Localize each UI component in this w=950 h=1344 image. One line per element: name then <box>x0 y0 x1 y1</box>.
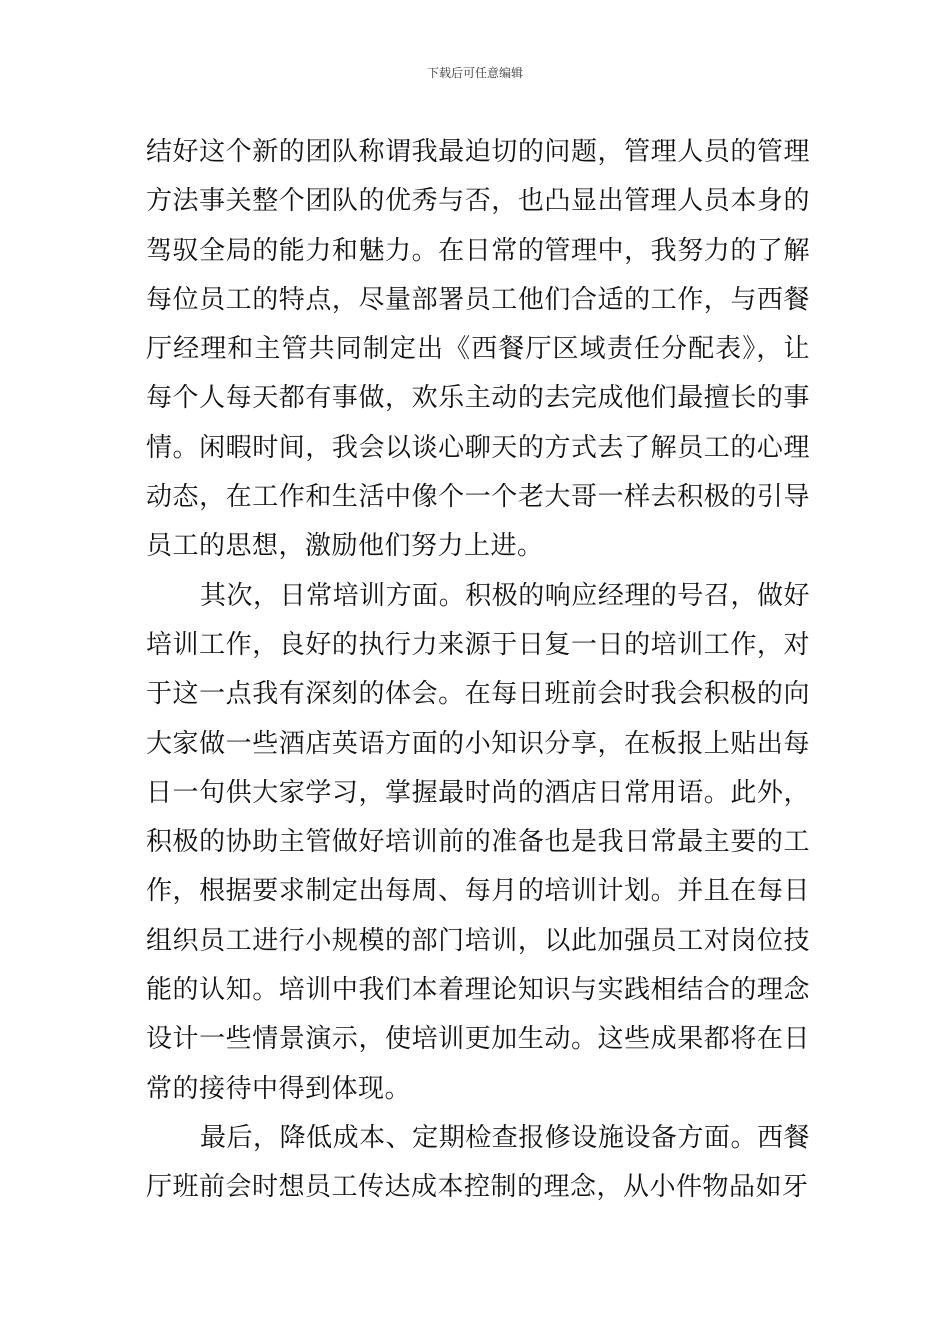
document-body <box>146 128 810 1213</box>
page-header: 下载后可任意编辑 <box>426 66 523 80</box>
paragraph-1: 结好这个新的团队称谓我最迫切的问题，管理人员的管理方法事关整个团队的优秀与否，也凸显出管理人员本身的驾驭全局的能力和魅力。在日常的管理中，我努力的了解每位员工的特点，尽量部署员工他们合适的工作，与西餐厅经理和主管共同制定出《西餐厅区域责任分配表》，让每个人每天都有事做，欢乐主动的去完成他们最擅长的事情。闲暇时间，我会以谈心聊天的方式去了解员工的心理动态，在工作和生活中像个一个老大哥一样去积极的引导员工的思想，激励他们努力上进。 <box>146 137 810 562</box>
paragraph-2: 其次，日常培训方面。积极的响应经理的号召，做好培训工作，良好的执行力来源于日复一日的培训工作，对于这一点我有深刻的体会。在每日班前会时我会积极的向大家做一些酒店英语方面的小知识分享，在板报上贴出每日一句供大家学习，掌握最时尚的酒店日常用语。此外，积极的协助主管做好培训前的准备也是我日常最主要的工作，根据要求制定出每周、每月的培训计划。并且在每日组织员工进行小规模的部门培训，以此加强员工对岗位技能的认知。培训中我们本着理论知识与实践相结合的理念设计一些情景演示，使培训更加生动。这些成果都将在日常的接待中得到体现。 <box>146 580 810 1104</box>
paragraph-3: 最后，降低成本、定期检查报修设施设备方面。西餐厅班前会时想员工传达成本控制的理念，从小件物品如牙 <box>146 1122 810 1203</box>
